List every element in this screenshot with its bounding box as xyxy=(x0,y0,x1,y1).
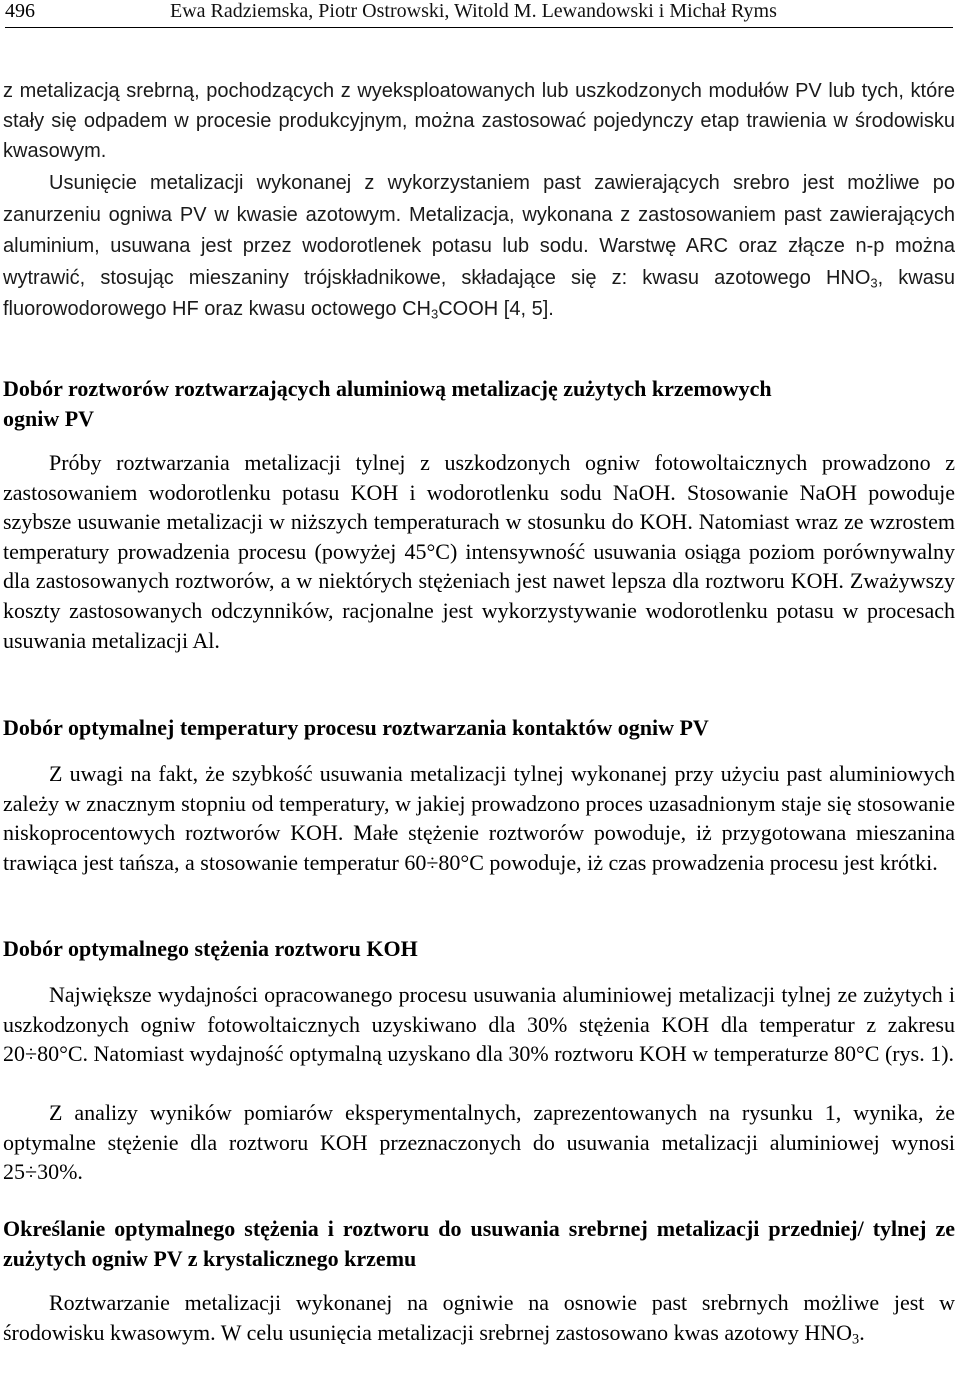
section-heading-silver-metallization: Określanie optymalnego stężenia i roztworu do usuwania srebrnej metalizacji przedniej/ tylnej ze zużytych ogniw PV z krystalicznego krzemu xyxy=(3,1216,955,1271)
section3-paragraph-2: Z analizy wyników pomiarów eksperymentalnych, zaprezentowanych na rysunku 1, wynika, że optymalne stężenie dla roztworu KOH przeznaczonych do usuwania metalizacji aluminiowej wynosi 25÷30%. xyxy=(3,1100,955,1185)
section-heading-temperature: Dobór optymalnej temperatury procesu roztwarzania kontaktów ogniw PV xyxy=(3,715,709,740)
intro-paragraph-1: z metalizacją srebrną, pochodzących z wyeksploatowanych lub uszkodzonych modułów PV lub tych, które stały się odpadem w procesie produkcyjnym, można zastosować pojedynczy etap trawienia w środowisku kwasowym. xyxy=(3,80,955,162)
section3-paragraph-1: Największe wydajności opracowanego procesu usuwania aluminiowej metalizacji tylnej ze zużytych i uszkodzonych ogniw fotowoltaicznych uzyskiwano dla 30% stężenia KOH dla temperatur z zakresu 20÷80°C. Natomiast wydajność optymalną uzyskano dla 30% roztworu KOH w temperaturze 80°C (rys. 1). xyxy=(3,982,955,1067)
page-number: 496 xyxy=(5,0,35,22)
section1-paragraph: Próby roztwarzania metalizacji tylnej z uszkodzonych ogniw fotowoltaicznych prowadzono z zastosowaniem wodorotlenku potasu KOH i wodorotlenku sodu NaOH. Stosowanie NaOH powoduje szybsze usuwanie metalizacji w niższych temperaturach w stosunku do KOH. Natomiast wraz ze wzrostem temperatury prowadzenia procesu (powyżej 45°C) intensywność usuwania osiąga poziom porównywalny dla zastosowanych roztworów, a w niektórych stężeniach jest nawet lepsza dla roztworu KOH. Zważywszy koszty zastosowanych odczynników, racjonalne jest wykorzystywanie wodorotlenku potasu w procesach usuwania metalizacji Al. xyxy=(3,450,955,653)
section-heading-aluminium-solutions: Dobór roztworów roztwarzających aluminiową metalizację zużytych krzemowych ogniw PV xyxy=(3,376,772,431)
intro-paragraph-2: Usunięcie metalizacji wykonanej z wykorzystaniem past zawierających srebro jest możliwe po zanurzeniu ogniwa PV w kwasie azotowym. Metalizacja, wykonana z zastosowaniem past zawierających aluminium, usuwana jest przez wodorotlenek potasu lub sodu. Warstwę ARC oraz złącze n-p można wytrawić, stosując mieszaniny trójskładnikowe, składające się z: kwasu azotowego $HNO_3$, kwasu fluorowodorowego HF oraz kwasu octowego $CH_3COOH$ [4, 5]. xyxy=(3,172,955,322)
section2-paragraph: Z uwagi na fakt, że szybkość usuwania metalizacji tylnej wykonanej przy użyciu past aluminiowych zależy w znacznym stopniu od temperatury, w jakiej prowadzono proces uzasadnionym staje się stosowanie niskoprocentowych roztworów KOH. Małe stężenie roztworów powoduje, iż przygotowana mieszanina trawiąca jest tańsza, a stosowanie temperatur 60÷80°C powoduje, iż czas prowadzenia procesu jest krótki. xyxy=(3,761,955,875)
running-header xyxy=(5,0,953,28)
section-heading-koh-concentration: Dobór optymalnego stężenia roztworu KOH xyxy=(3,936,418,961)
section4-paragraph: Roztwarzanie metalizacji wykonanej na ogniwie na osnowie past srebrnych możliwe jest w środowisku kwasowym. W celu usunięcia metalizacji srebrnej zastosowano kwas azotowy $HNO_3$. xyxy=(3,1290,955,1348)
running-head-authors: Ewa Radziemska, Piotr Ostrowski, Witold M. Lewandowski i Michał Ryms xyxy=(170,0,777,22)
